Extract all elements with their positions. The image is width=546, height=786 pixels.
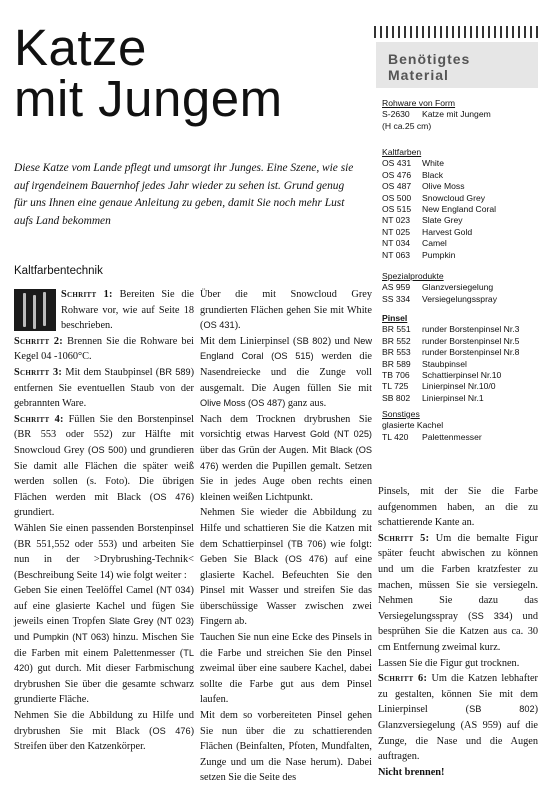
text: Nehmen Sie die Abbildung zu Hilfe und drybrushen Sie mit Black ( [14,710,194,737]
material-code: OS 500 [382,192,412,203]
step-4 [14,412,194,521]
material-code: BR 553 [382,347,411,358]
material-item [382,324,544,335]
step-label: Schritt 5: [378,532,430,544]
title-line-1: Katze [14,19,147,76]
material-code: AS 959 [382,282,411,293]
article-column-2 [200,287,372,786]
paragraph [14,583,194,708]
material-name: Linierpinsel Nr.1 [422,392,484,403]
product-code: Olive Moss (OS 487) [200,398,286,409]
page-title [14,19,283,127]
step-label: Schritt 1: [61,289,113,300]
step-5 [378,531,538,656]
paragraph: Lassen Sie die Figur gut trocknen. [378,657,520,669]
text: werden die Pupillen gemalt. Setzen Sie in jedes Auge oben rechts einen kleinen weißen Lichtpunkt. [200,460,372,503]
product-code: Black (OS 476) [200,444,372,471]
pinsel-list [382,313,544,404]
material-name: Palettenmesser [422,431,482,442]
material-name: runder Borstenpinsel Nr.3 [422,324,520,335]
material-item [382,121,544,132]
list-heading: Kaltfarben [382,147,422,157]
text: über das Grün der Augen. Mit [200,444,330,456]
material-name: Schattierpinsel Nr.10 [422,370,502,381]
material-code: OS 515 [382,204,412,215]
material-name: Linierpinsel Nr.10/0 [422,381,496,392]
material-name: glasierte Kachel [382,420,444,431]
step-label: Schritt 4: [14,413,64,425]
list-heading: Pinsel [382,313,408,323]
product-code: OS 476 [152,725,191,736]
materials-notepad [370,26,540,466]
text: ) wie folgt: Geben Sie Black ( [200,538,373,566]
product-code: Harvest Gold (NT 025) [273,429,372,440]
material-code: NT 034 [382,238,411,249]
list-heading: Sonstiges [382,409,420,419]
product-code: SB 802 [296,335,328,346]
material-code: SB 802 [382,392,411,403]
text: Mit dem Linierpinsel ( [200,335,297,347]
paragraph: Tauchen Sie nun eine Ecke des Pinsels in die Farbe und streichen Sie den Pinsel zweimal über eine saubere Kachel, dabei sollte die Farbe gut aus dem Pinsel laufen. [200,632,372,706]
text: ) auf eine glasierte Kachel und fügen Sie jeweils einen Tropfen [14,585,194,628]
paragraph: Wählen Sie einen passenden Borstenpinsel (BR 551,552 oder 553) und arbeiten Sie nun in der >Drybrushing-Technik< (Beschreibung Seite 14) wie folgt weiter : [14,522,194,581]
product-code: Slate Grey (NT 023) [108,616,194,627]
material-name: Slate Grey [422,215,463,226]
material-name: runder Borstenpinsel Nr.8 [422,347,520,358]
material-item [382,370,544,381]
material-item [382,170,544,181]
material-code: BR 551 [382,324,411,335]
text: hinzu. Mischen Sie die Farben mit einem Palettenmesser ( [14,632,194,659]
material-name: Harvest Gold [422,226,473,237]
title-line-2: mit Jungem [14,70,283,127]
step-text: Bereiten Sie die Rohware vor, wie auf Seite 18 beschrieben. [61,289,195,332]
paragraph: Pinsels, mit der Sie die Farbe aufgenommen haben, an die zu schattierende Kante an. [378,486,538,529]
material-item [382,204,544,215]
material-item [382,432,544,443]
material-code: TL 725 [382,381,409,392]
product-code: SS 334 [471,610,510,621]
product-code: TL 420 [14,647,194,674]
material-name: Snowcloud Grey [422,192,486,203]
material-item [382,294,544,305]
material-name: (H ca.25 cm) [382,120,432,131]
material-name: Versiegelungsspray [422,293,498,304]
text: und [14,632,33,644]
step-2 [14,334,194,365]
material-item [382,250,544,261]
material-code: NT 023 [382,215,411,226]
product-code: OS 476 [288,554,325,565]
material-name: Black [422,169,444,180]
product-code: OS 431 [203,320,235,331]
material-item [382,420,544,431]
step-text: ) und grundieren Sie damit alle Flächen die später weiß werden sollen (s. Foto). Die übrigen Flächen werden mit Black ( [14,444,195,503]
step-text: ) entfernen Sie eventuellen Staub von der gebrannten Ware. [14,366,194,410]
text: ). [234,320,241,332]
product-code: TB 706 [291,538,323,549]
step-text: Füllen Sie den Borstenpinsel (BR 553 oder 552) zur Hälfte mit Snowcloud Grey ( [14,413,195,456]
step-6 [378,671,538,765]
step-text: ) und besprühen Sie die Katzen aus ca. 30 cm Entfernung zweimal kurz. [378,610,539,653]
product-code: Pumpkin (NT 063) [32,632,110,643]
paragraph [200,412,372,506]
step-text: Um die bemalte Figur später feucht abwischen zu können und um die Farben kratzfester zu machen, müssen Sie sie versiegeln. Nehmen Sie dazu das Versiegelungsspray ( [378,532,538,622]
paragraph [200,334,372,412]
material-name: Glanzversiegelung [422,282,494,293]
product-code: OS 500 [91,444,124,455]
material-item [382,227,544,238]
material-item [382,336,544,347]
kaltfarben-list [382,147,544,261]
material-code: NT 063 [382,249,411,260]
step-label: Schritt 2: [14,335,64,347]
text: Geben Sie einen Teelöffel Camel ( [14,585,160,597]
text: Über die mit Snowcloud Grey grundierten Flächen gehen Sie mit White ( [200,289,372,332]
final-note: Nicht brennen! [378,766,445,778]
article-column-1 [14,287,194,755]
spezial-list [382,271,544,305]
material-code: NT 025 [382,226,411,237]
material-code: BR 589 [382,358,411,369]
text: Nach dem Trocknen drybrushen Sie vorsichtig etwas [200,413,372,441]
text: ) auf eine glasierte Kachel. Befeuchten Sie den Pinsel mit Wasser und streifen Sie das überschüssige Wasser zwischen zwei Fingern ab. [200,554,373,628]
materials-heading-box [376,42,538,88]
paragraph [14,708,194,755]
material-code: SS 334 [382,293,411,304]
material-code: S-2630 [382,109,410,120]
step-label: Schritt 3: [14,366,63,378]
spiral-binding-icon [374,26,540,38]
paragraph: Mit dem so vorbereiteten Pinsel gehen Sie nun über die zu schattierenden Flächen (Beinfalten, Pfoten, Mundfalten, Zunge und um die Nase herum). Dabei setzen Sie die Seite des [200,710,372,784]
material-code: OS 487 [382,181,412,192]
material-item [382,215,544,226]
material-code: BR 552 [382,335,411,346]
material-name: White [422,158,444,169]
text: ) gut durch. Mit dieser Farbmischung drybrushen Sie über die gesamte schwarz grundierte Fläche. [14,663,194,706]
text: ganz aus. [285,398,327,410]
step-text: Brennen Sie die Rohware bei Kegel 04 -1060°C. [14,335,194,363]
sonstiges-list [382,409,544,443]
material-name: Olive Moss [422,181,465,192]
step-text: ) grundiert. [14,491,195,519]
product-code: BR 589 [159,366,191,377]
section-heading: Kaltfarbentechnik [14,265,103,277]
step-text: Um die Katzen lebhafter zu gestalten, können Sie mit dem Linierpinsel ( [378,673,538,716]
materials-heading-line-1: Benötigtes [388,51,471,67]
rohware-list [382,98,544,132]
step-text: Mit dem Staubpinsel ( [62,366,160,378]
paragraph [200,287,372,334]
text: ) und [327,335,354,347]
material-code: OS 476 [382,169,412,180]
text: werden die Nasendreiecke und die Zunge voll ausgemalt. Die Augen füllen Sie mit [200,351,373,394]
brush-icon [14,289,56,331]
material-name: Camel [422,238,447,249]
material-name: New England Coral [422,204,497,215]
step-3 [14,365,194,412]
paragraph [200,505,372,630]
material-item [382,393,544,404]
material-name: Pumpkin [422,249,456,260]
text: Nehmen Sie wieder die Abbildung zu Hilfe und schattieren Sie die Katzen mit dem Schattierpinsel ( [200,507,372,550]
material-item [382,359,544,370]
intro-text: Diese Katze vom Lande pflegt und umsorgt ihr Junges. Eine Szene, wie sie auf irgendeinem Bauernhof jedes Jahr wieder zu sehen ist. Grund genug für uns Ihnen eine genaue Anleitung zu geben, damit Sie noch mehr Lust aufs Land bekommen [14,162,354,227]
step-text: ) Glanzversiegelung (AS 959) auf die Zunge, die Nase und die Augen auftragen. [378,704,538,763]
article-column-3 [378,484,538,780]
material-code: OS 431 [382,158,412,169]
material-code: TB 706 [382,370,410,381]
material-item [382,109,544,120]
product-code: New England Coral (OS 515) [200,335,372,362]
material-item [382,181,544,192]
product-code: OS 476 [153,491,191,502]
product-code: SB 802 [469,704,535,715]
material-name: Staubpinsel [422,358,467,369]
material-item [382,282,544,293]
material-name: runder Borstenpinsel Nr.5 [422,335,520,346]
material-item [382,347,544,358]
material-name: Katze mit Jungem [422,109,491,120]
product-code: NT 034 [159,585,191,596]
material-item [382,381,544,392]
list-heading: Rohware von Form [382,98,456,108]
material-item [382,238,544,249]
material-item [382,193,544,204]
text: ) Streifen über den Katzenkörper. [14,725,194,753]
material-code: TL 420 [382,431,409,442]
step-label: Schritt 6: [378,673,428,685]
material-item [382,158,544,169]
list-heading: Spezialprodukte [382,271,444,281]
materials-heading-line-2: Material [388,67,449,83]
